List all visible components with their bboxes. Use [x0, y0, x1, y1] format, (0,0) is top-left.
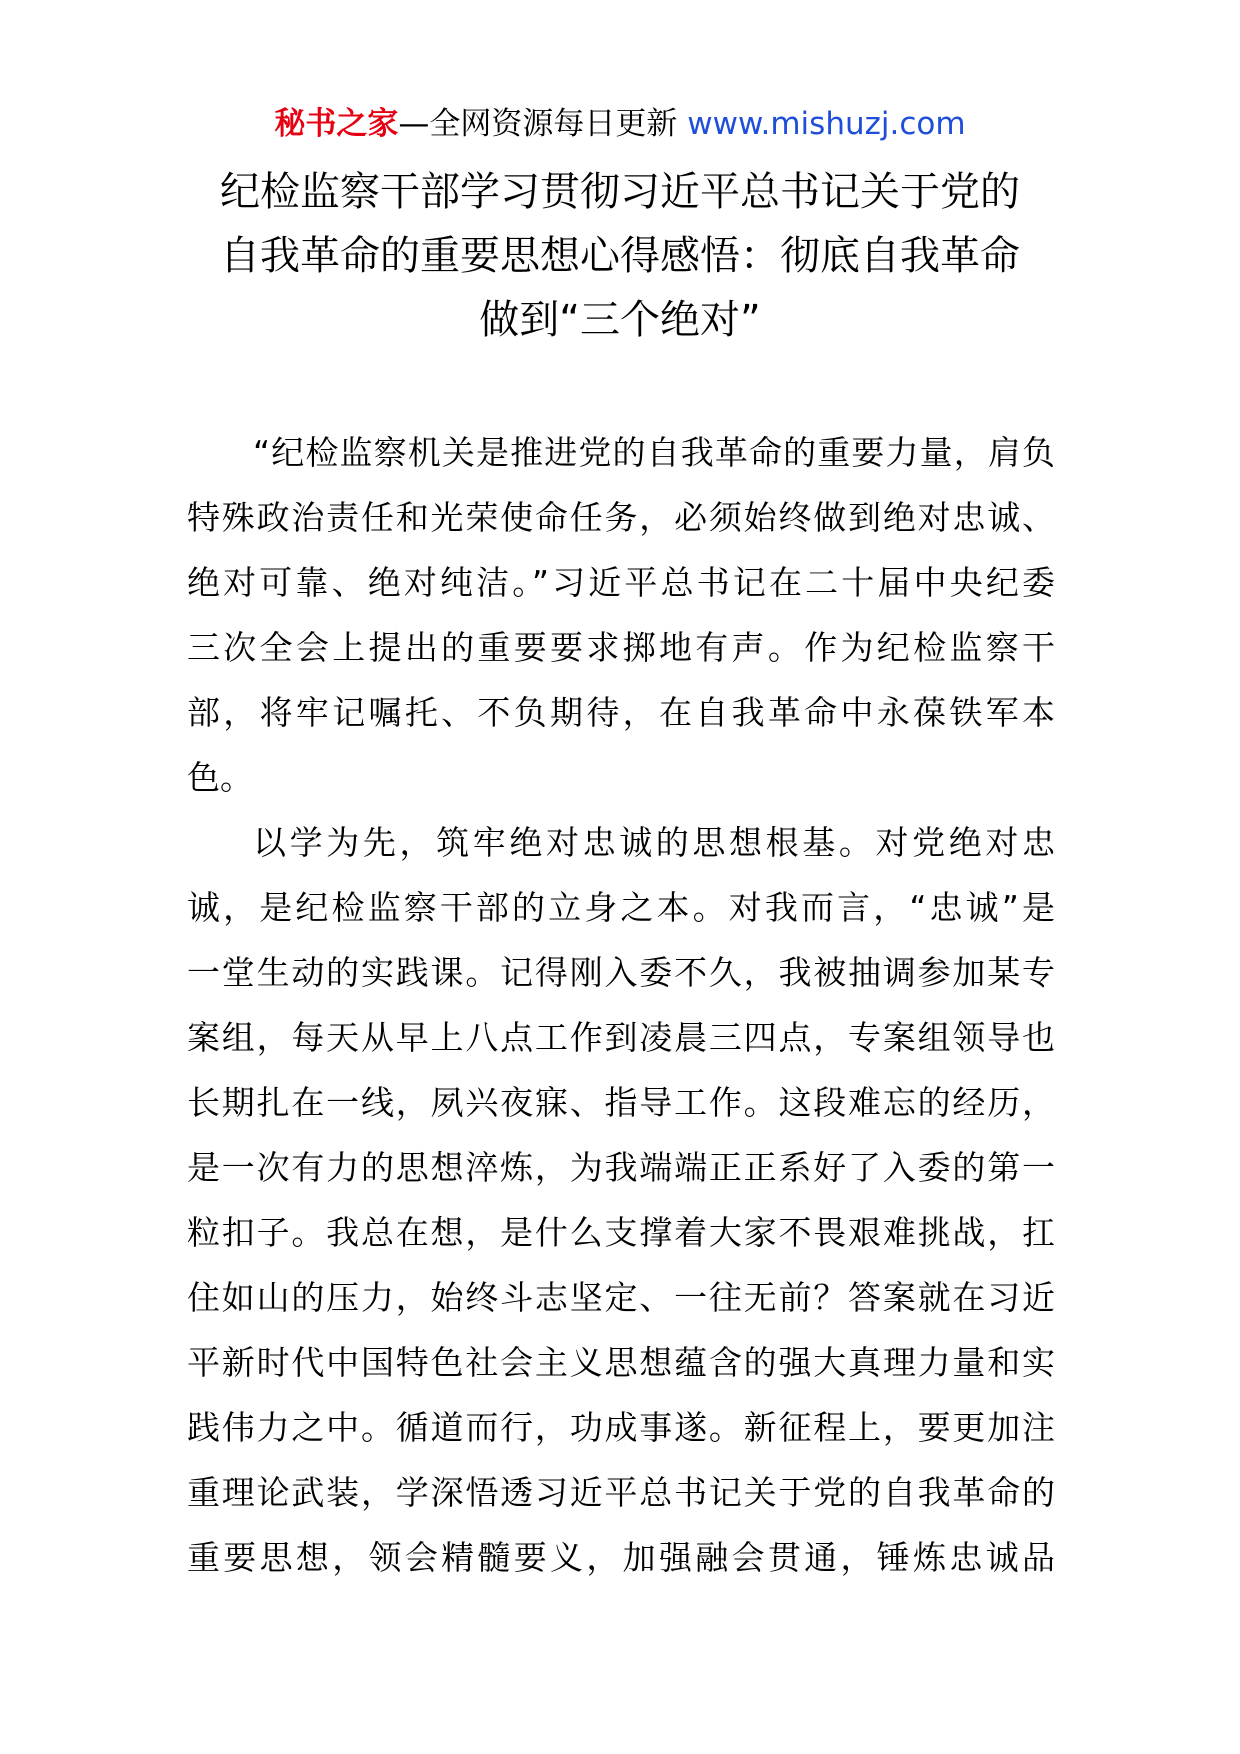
text-line: 案组，每天从早上八点工作到凌晨三四点，专案组领导也: [187, 1018, 1055, 1057]
text-line: 重理论武装，学深悟透习近平总书记关于党的自我革命的: [187, 1473, 1055, 1512]
text-line: 三次全会上提出的重要要求掷地有声。作为纪检监察干: [187, 628, 1055, 667]
text-line: 诚，是纪检监察干部的立身之本。对我而言，“忠诚”是: [187, 888, 1055, 927]
text-line: 绝对可靠、绝对纯洁。”习近平总书记在二十届中央纪委: [187, 563, 1055, 602]
text-line: 平新时代中国特色社会主义思想蕴含的强大真理力量和实: [187, 1343, 1055, 1382]
document-title: [150, 160, 1090, 352]
document-body: [187, 420, 1055, 1590]
brand-name: 秘书之家: [274, 106, 399, 142]
text-line: 色。: [187, 758, 253, 797]
text-line: 住如山的压力，始终斗志坚定、一往无前？答案就在习近: [187, 1278, 1055, 1317]
text-line: 粒扣子。我总在想，是什么支撑着大家不畏艰难挑战，扛: [187, 1213, 1055, 1252]
text-line: 以学为先，筑牢绝对忠诚的思想根基。对党绝对忠: [253, 823, 1055, 862]
text-line: 践伟力之中。循道而行，功成事遂。新征程上，要更加注: [187, 1408, 1055, 1447]
paragraph: [187, 810, 1055, 1590]
site-header: [0, 100, 1240, 148]
text-line: 重要思想，领会精髓要义，加强融会贯通，锤炼忠诚品: [187, 1538, 1055, 1577]
title-line: 纪检监察干部学习贯彻习近平总书记关于党的: [220, 169, 1020, 215]
text-line: 一堂生动的实践课。记得刚入委不久，我被抽调参加某专: [187, 953, 1055, 992]
site-url-link[interactable]: www.mishuzj.com: [687, 106, 966, 142]
text-line: “纪检监察机关是推进党的自我革命的重要力量，肩负: [253, 433, 1055, 472]
text-line: 部，将牢记嘱托、不负期待，在自我革命中永葆铁军本: [187, 693, 1055, 732]
text-line: 是一次有力的思想淬炼，为我端端正正系好了入委的第一: [187, 1148, 1055, 1187]
text-line: 特殊政治责任和光荣使命任务，必须始终做到绝对忠诚、: [187, 498, 1055, 537]
paragraph: [187, 420, 1055, 810]
title-line: 做到“三个绝对”: [479, 297, 761, 343]
header-tagline: —全网资源每日更新: [398, 106, 678, 142]
text-line: 长期扎在一线，夙兴夜寐、指导工作。这段难忘的经历，: [187, 1083, 1055, 1122]
title-line: 自我革命的重要思想心得感悟：彻底自我革命: [220, 233, 1020, 279]
